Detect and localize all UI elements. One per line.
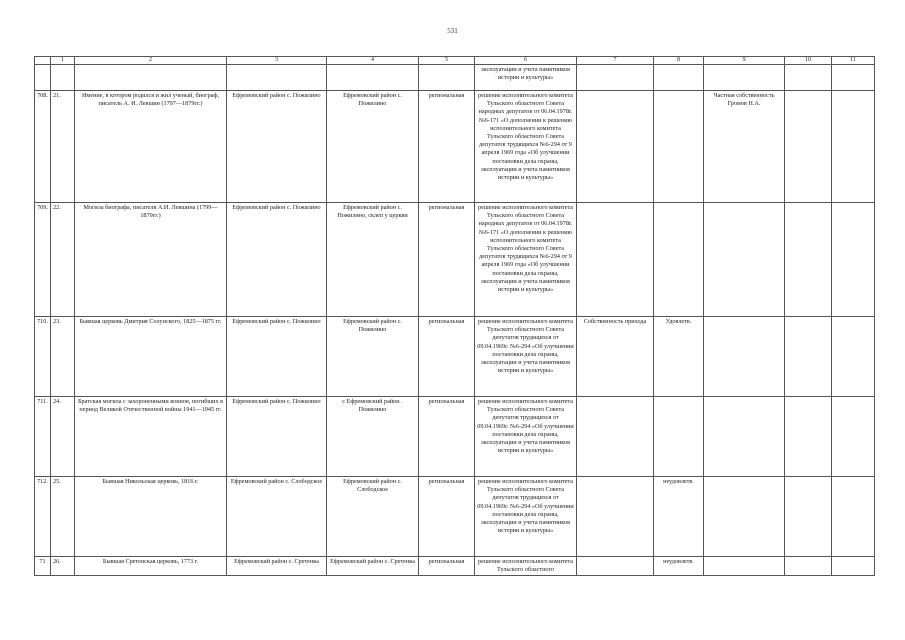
table-row [35, 317, 875, 397]
protection-document: решение исполнительного комитета Тульского областного Совета народных депутатов от 06.04.1978г. №6-171 «О дополнении к решению исполнительного комитета Тульского областного Совета депутатов трудящихся №6-294 от 9 апреля 1969 года «Об улучшении постановки дела охраны, эксплуатации и учета памятников истории и культуры» [475, 203, 577, 317]
row-id [35, 65, 51, 91]
object-category: региональная [419, 477, 475, 557]
protection-document: решение исполнительного комитета Тульского областного Совета народных депутатов от 06.04.1978г. №6-171 «О дополнении к решению исполнительного комитета Тульского областного Совета депутатов трудящихся №6-294 от 9 апреля 1969 года «Об улучшении постановки дела охраны, эксплуатации и учета памятников истории и культуры» [475, 91, 577, 203]
protection-document: эксплуатации и учета памятников истории и культуры» [475, 65, 577, 91]
object-address: Ефремовский район с. Пожилино [327, 317, 419, 397]
column-10-cell [785, 91, 832, 203]
condition [654, 397, 704, 477]
row-number: 22. [51, 203, 75, 317]
page-number: 531 [447, 27, 458, 35]
object-location: Ефремовский район с. Пожилино [227, 317, 327, 397]
protection-document: решение исполнительного комитета Тульского областного Совета депутатов трудящихся от 09.04.1969г. №6-294 «Об улучшении постановки дела охраны, эксплуатации и учета памятников истории и культуры» [475, 477, 577, 557]
protection-document: решение исполнительного комитета Тульского областного [475, 557, 577, 576]
column-11-cell [832, 91, 875, 203]
condition [654, 91, 704, 203]
condition: Удовлетв. [654, 317, 704, 397]
column-10-cell [785, 65, 832, 91]
object-category: региональная [419, 317, 475, 397]
table-row [35, 397, 875, 477]
object-address [327, 65, 419, 91]
column-number: 4 [327, 57, 419, 65]
column-11-cell [832, 397, 875, 477]
object-name: Имение, в котором родился и жил ученый, биограф, писатель А. И. Левшин (1797—1879гг.) [75, 91, 227, 203]
column-10-cell [785, 477, 832, 557]
owner [704, 557, 785, 576]
ownership [577, 203, 654, 317]
column-number: 7 [577, 57, 654, 65]
object-location: Ефремовский район с. Пожилино [227, 91, 327, 203]
row-id: 711. [35, 397, 51, 477]
condition [654, 203, 704, 317]
table-row [35, 203, 875, 317]
object-location: Ефремовский район с. Пожилино [227, 203, 327, 317]
object-name: Могила биографа, писателя А.И. Левшина (1799—1879гг.) [75, 203, 227, 317]
column-11-cell [832, 65, 875, 91]
column-number: 2 [75, 57, 227, 65]
object-category: региональная [419, 557, 475, 576]
object-address: Ефремовский район с. Сретенка [327, 557, 419, 576]
table-row [35, 477, 875, 557]
ownership [577, 91, 654, 203]
column-number: 11 [832, 57, 875, 65]
column-10-cell [785, 203, 832, 317]
row-number: 26. [51, 557, 75, 576]
protection-document: решение исполнительного комитета Тульского областного Совета депутатов трудящихся от 09.04.1969г. №6-294 «Об улучшении постановки дела охраны, эксплуатации и учета памятников истории и культуры» [475, 317, 577, 397]
object-address: с Ефремовский район . Пожилино [327, 397, 419, 477]
owner [704, 477, 785, 557]
object-name: Бывшая Сретенская церковь, 1773 г. [75, 557, 227, 576]
object-location [227, 65, 327, 91]
owner [704, 65, 785, 91]
column-11-cell [832, 317, 875, 397]
object-location: Ефремовский район с. Слободское [227, 477, 327, 557]
condition: неудовлетв. [654, 557, 704, 576]
protection-document: решение исполнительного комитета Тульского областного Совета депутатов трудящихся от 09.04.1969г. №6-294 «Об улучшении постановки дела охраны, эксплуатации и учета памятников истории и культуры» [475, 397, 577, 477]
row-number: 25. [51, 477, 75, 557]
owner [704, 397, 785, 477]
row-number: 21. [51, 91, 75, 203]
column-11-cell [832, 203, 875, 317]
ownership [577, 65, 654, 91]
row-id: 710. [35, 317, 51, 397]
object-address: Ефремовский район с. Пожилино [327, 91, 419, 203]
column-10-cell [785, 557, 832, 576]
row-id: 709. [35, 203, 51, 317]
table-row [35, 65, 875, 91]
owner [704, 317, 785, 397]
row-id: 712. [35, 477, 51, 557]
row-number [51, 65, 75, 91]
column-number: 3 [227, 57, 327, 65]
ownership: Собственность прихода [577, 317, 654, 397]
object-location: Ефремовский район с. Пожилино [227, 397, 327, 477]
column-number: 1 [51, 57, 75, 65]
object-name: Бывшая Никольская церковь, 1816 г. [75, 477, 227, 557]
row-number: 24. [51, 397, 75, 477]
owner [704, 203, 785, 317]
column-number: 9 [704, 57, 785, 65]
row-id: 708. [35, 91, 51, 203]
column-10-cell [785, 397, 832, 477]
object-name: Братская могила с захороненными воинов, погибших в период Великой Отечественной войны 1941—1945 гг. [75, 397, 227, 477]
column-11-cell [832, 557, 875, 576]
object-name [75, 65, 227, 91]
object-category [419, 65, 475, 91]
object-category: региональная [419, 397, 475, 477]
condition: неудовлетв. [654, 477, 704, 557]
object-category: региональная [419, 203, 475, 317]
object-address: Ефремовский район с. Слободское [327, 477, 419, 557]
row-number: 23. [51, 317, 75, 397]
object-address: Ефремовский район с. Пожилино, склеп у церкви [327, 203, 419, 317]
monuments-table [34, 56, 875, 576]
owner: Частная собственность Громов Н.А. [704, 91, 785, 203]
column-number-row [35, 57, 875, 65]
ownership [577, 397, 654, 477]
column-10-cell [785, 317, 832, 397]
column-number: 6 [475, 57, 577, 65]
column-number: 5 [419, 57, 475, 65]
object-category: региональная [419, 91, 475, 203]
column-11-cell [832, 477, 875, 557]
object-name: Бывшая церковь Дмитрия Солунского, 1825—1875 гг. [75, 317, 227, 397]
table-row [35, 91, 875, 203]
column-number: 10 [785, 57, 832, 65]
condition [654, 65, 704, 91]
column-number: 8 [654, 57, 704, 65]
object-location: Ефремовский район с. Сретенка [227, 557, 327, 576]
table-row [35, 557, 875, 576]
row-id: 71 [35, 557, 51, 576]
column-number [35, 57, 51, 65]
ownership [577, 557, 654, 576]
ownership [577, 477, 654, 557]
